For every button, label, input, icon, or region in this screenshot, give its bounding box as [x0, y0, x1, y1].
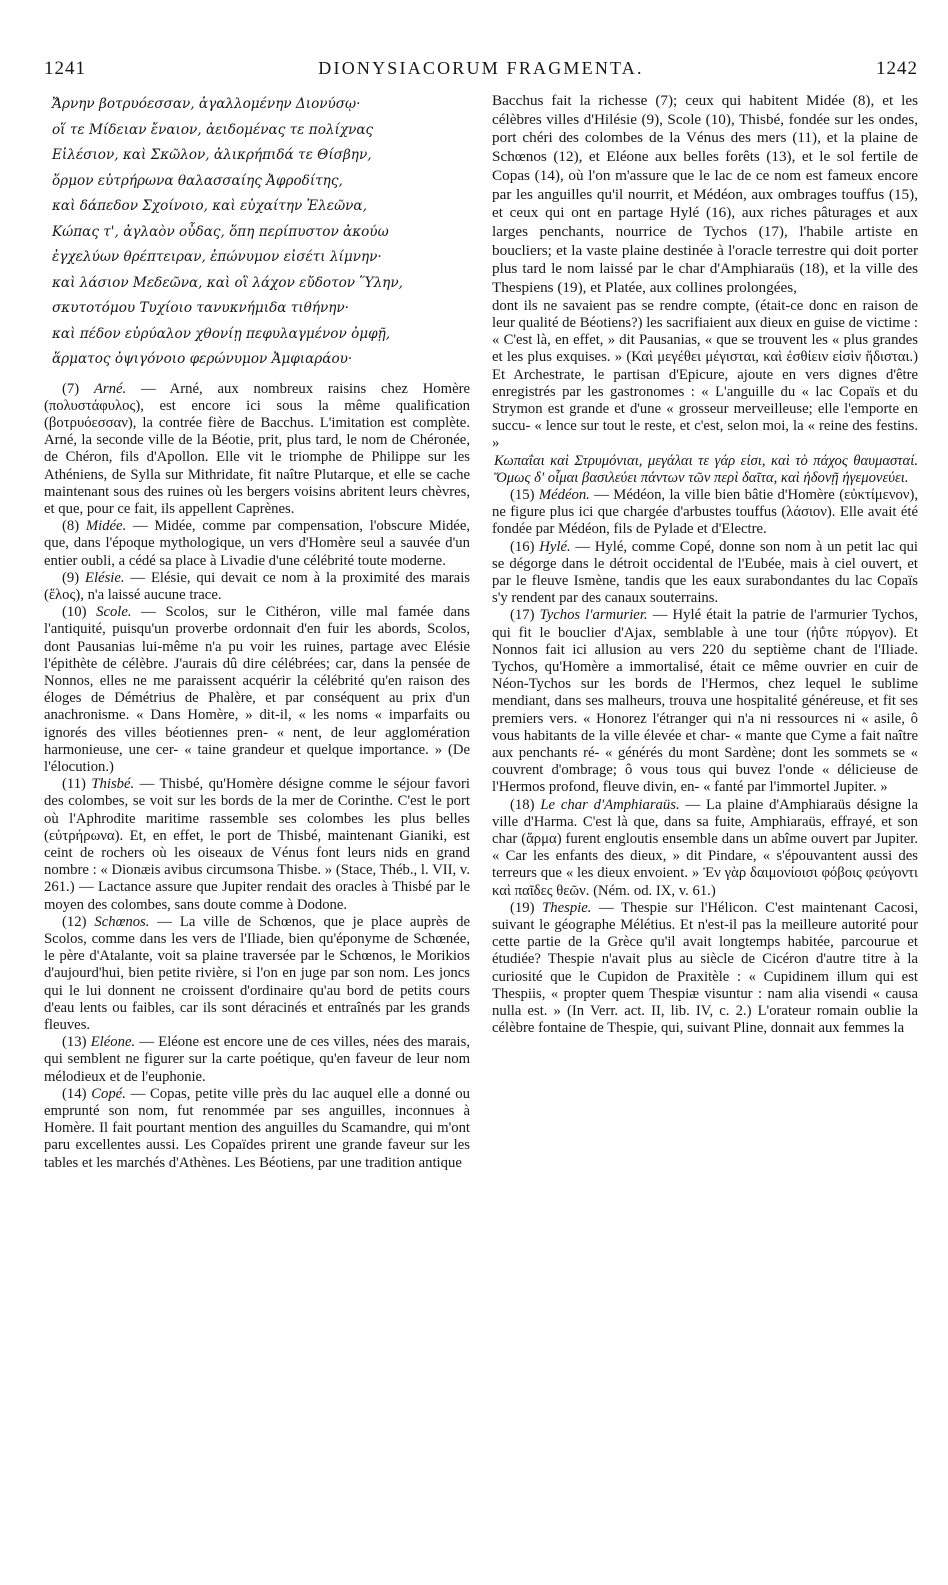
verse-line: ὅρμον εὐτρήρωνα θαλασσαίης Ἀφροδίτης, — [52, 172, 343, 189]
verse-line: Κώπας τ', ἀγλαὸν οὖδας, ὅπη περίπυστον ἀκούω — [52, 223, 389, 240]
footnote-text: — Midée, comme par compensation, l'obscure Midée, que, dans l'époque mythologique, un vers d'Homère seul a sauvée d'un entier oubli, a cédé sa place à Livadie d'une célébrité toute moderne. — [44, 518, 470, 569]
footnote — [492, 607, 918, 796]
footnote-text: — Thisbé, qu'Homère désigne comme le séjour favori des colombes, se voit sur les bords de la mer de Corinthe. C'est le port où l'Aphrodite maritime rassemble ses colombes les plus belles (εὐτρήρωνα). Et, en effet, le port de Thisbé, maintenant Gianiki, est ceint de rochers où les oiseaux de Vénus font leurs nids en grand nombre : « Dionæis avibus circumsona Thisbe. » (Stace, Théb., l. VII, v. 261.) — Lactance assure que Jupiter rendait des oracles à Thisbé par le moyen des colombes, sans doute comme à Dodone. — [44, 776, 470, 913]
verse-line: καὶ πέδον εὐρύαλον χθονίῃ πεφυλαγμένον ὀμφῇ, — [52, 325, 391, 342]
footnote-number: (10) — [62, 604, 87, 621]
footnote — [44, 1086, 470, 1172]
page-number-right: 1242 — [876, 58, 918, 79]
footnote-number: (18) — [510, 796, 535, 813]
verse-line: Εἰλέσιον, καὶ Σκῶλον, ἁλικρήπιδά τε Θίσβην, — [52, 147, 372, 163]
greek-quote: Κωπαΐαι καὶ Στρυμόνιαι, μεγάλαι τε γάρ εἰσι, καὶ τὸ πάχος θαυμασταί. Ὅμως δ' οἶμαι βασιλεύει πάντων τῶν περὶ δαῖτα, καὶ ἡδονῇ ἡγεμονεύει. — [494, 452, 918, 486]
footnote — [492, 797, 918, 900]
footnote-number: (17) — [510, 607, 535, 624]
footnote-number: (12) — [62, 913, 87, 930]
footnote-keyword: Midée. — [85, 518, 127, 535]
right-column — [492, 92, 918, 1571]
footnote-text: — Hylé, comme Copé, donne son nom à un petit lac qui se dégorge dans le détroit occidental de l'Eubée, mais à ciel ouvert, et par le fleuve Ismène, tandis que les eaux surabondantes du lac Copaïs s'y rendent par des canaux souterrains. — [492, 538, 918, 607]
footnote-text: — Hylé était la patrie de l'armurier Tychos, qui fit le bouclier d'Ajax, semblable à une tour (ἠΰτε πύργον). Et Nonnos fait ici allusion au vers 220 du septième chant de l'Iliade. Tychos, qu'Homère a immortalisé, était ce même ouvrier en cuir de Néon-Tychos sur les bords de l'Hermos, chez lequel le sublime mendiant, dans ses malheurs, trouva une hospitalité généreuse, et fit ses premiers vers. « Honorez l'étranger qui n'a ni ressources ni « asile, ô vous habitants de la ville élevée et char- « mante que Cyme a fait naître aux penchants ré- « générés du mont Sardène; dont les sommets se « couvrent d'ombrage; ô vous tous qui buvez l'onde « délicieuse de l'Hermos profond, fleuve divin, en- « fanté par l'immortel Jupiter. » — [492, 607, 918, 796]
footnote-text: — Elésie, qui devait ce nom à la proximité des marais (ἕλος), n'a laissé aucune trace. — [44, 569, 470, 603]
footnote — [44, 1034, 470, 1086]
footnote-keyword: Le char d'Amphiaraüs. — [540, 796, 680, 813]
footnote-text: — Thespie sur l'Hélicon. C'est maintenant Cacosi, suivant le géographe Mélétius. Et n'est-il pas la meilleure autorité pour cette partie de la Grèce qu'il avait longtemps habitée, parcourue et étudiée? Thespie n'avait plus au siècle de Cicéron d'autre titre à la curiosité que le Cupidon de Praxitèle : « Cupidinem illum qui est Thespiis, « propter quem Thespiæ visuntur : nam alia visendi « causa nulla est. » (In Verr. act. II, lib. IV, c. 2.) L'orateur romain oublie la célèbre fontaine de Thespie, qui, suivant Pline, donnait aux femmes la — [492, 899, 918, 1037]
notes-right — [492, 487, 918, 1038]
footnote — [44, 776, 470, 914]
footnote-keyword: Copé. — [91, 1085, 126, 1102]
footnote-keyword: Thespie. — [542, 899, 592, 916]
verse-line: ἐγχελύων θρέπτειραν, ἐπώνυμον εἰσέτι λίμνην· — [52, 249, 382, 265]
footnote-keyword: Scole. — [96, 604, 132, 621]
footnote — [44, 570, 470, 604]
footnote-keyword: Eléone. — [90, 1034, 136, 1051]
footnote — [44, 518, 470, 570]
footnote-keyword: Tychos l'armurier. — [539, 607, 648, 624]
footnote-number: (19) — [510, 899, 535, 916]
footnote-continuation: dont ils ne savaient pas se rendre compte, (était-ce donc en raison de leur qualité de Béotiens?) les sacrifiaient aux dieux en guise de victime : « C'est là, en effet, » dit Pausanias, « que se trouvent les « plus grandes et les plus exquises. » (Καὶ μεγέθει μέγισται, καὶ ἐσθίειν εἰσὶν ἥδισται.) Et Archestrate, le partisan d'Epicure, ajoute en vers dignes d'être enregistrés par les gastronomes : « L'anguille du « lac Copaïs et du Strymon est grande et d'une « grosseur merveilleuse; elle l'emporte en succu- « lence sur tout le reste, et c'est, selon moi, la « reine des festins. » — [492, 297, 918, 452]
footnote-keyword: Schœnos. — [94, 913, 150, 930]
footnote-text: — La plaine d'Amphiaraüs désigne la ville d'Harma. C'est là que, dans sa fuite, Amphiaraüs, effrayé, et son char (ἅρμα) furent engloutis ensemble dans un abîme ouvert par Jupiter. « Car les enfants des dieux, » dit Pindare, « s'épouvantent aussi des terreurs que « les dieux envoient. » Ἐν γὰρ δαιμονίοισι φόβοις φεύγοντι καὶ παῖδες θεῶν. (Ném. od. IX, v. 61.) — [492, 796, 918, 899]
footnote-number: (14) — [62, 1085, 87, 1102]
footnote — [44, 914, 470, 1034]
page-number-left: 1241 — [44, 58, 86, 79]
footnote-keyword: Médéon. — [538, 486, 590, 503]
notes-left — [44, 381, 470, 1172]
verse-line: σκυτοτόμου Τυχίοιο τανυκνήμιδα τιθήνην· — [52, 300, 349, 316]
footnote-text: — La ville de Schœnos, que je place auprès de Scolos, comme dans les vers de l'Iliade, bien qu'éponyme de Schœnée, le père d'Atalante, voit sa plaine traversée par le Schœnos, le Morikios d'aujourd'hui, bien petite rivière, si l'on en juge par son nom. Les joncs qui le lui donnent ne croissent d'ordinaire qu'au bord de petits cours d'eau lents ou faibles, car ils sont déracinés et entraînés par les grands fleuves. — [44, 913, 470, 1034]
footnote-text: — Scolos, sur le Cithéron, ville mal famée dans l'antiquité, puisqu'un proverbe ordonnait d'en fuir les abords, Scolos, dont Pausanias lui-même n'a pu voir les ruines, partage avec Elésie l'épithète de célèbre. J'aurais dû dire célébrées; car, dans la pensée de Nonnos, elles ne me paraissent acquérir la célébrité qu'en raison des éloges de Démétrius de Phalère, et par conséquent au prix d'un anachronisme. « Dans Homère, » dit-il, « les noms « imparfaits ou ignorés des villes béotiennes pren- « nent, de leur agglomération harmonieuse, une cer- « taine grandeur et quelque importance. » (De l'élocution.) — [44, 604, 470, 775]
verse-line: ἅρματος ὀψιγόνοιο φερώνυμον Ἀμφιαράου· — [52, 351, 353, 367]
running-title: DIONYSIACORUM FRAGMENTA. — [318, 58, 644, 78]
verse-line: Ἄρνην βοτρυόεσσαν, ἀγαλλομένην Διονύσῳ· — [52, 96, 361, 112]
greek-verses — [44, 92, 470, 373]
footnote-number: (9) — [62, 569, 80, 586]
footnote-number: (15) — [510, 486, 535, 503]
footnote-number: (7) — [62, 380, 80, 397]
two-column-body — [44, 92, 918, 1571]
footnote-number: (11) — [62, 776, 86, 793]
footnote-number: (8) — [62, 518, 80, 535]
footnote-number: (16) — [510, 538, 535, 555]
french-translation: Bacchus fait la richesse (7); ceux qui habitent Midée (8), et les célèbres villes d'Hilésie (9), Scole (10), Thisbé, fondée sur les ondes, port chéri des colombes de la Vénus des mers (11), et la plaine de Schœnos (12), et Eléone aux belles forêts (13), et le sol fertile de Copas (14), où l'on m'assure que le lac de ce nom est fameux encore par les anguilles qu'il nourrit, et Médéon, aux ombrages touffus (15), et ceux qui ont en partage Hylé (16), aux riches pâturages et aux larges penchants, nourrice de Tychos (17), l'habile artiste en boucliers; et la vaste plaine destinée à l'oracle terrestre qui doit porter plus tard le nom laissé par le char d'Amphiaraüs (18), et la ville des Thespiens (19), et Platée, aux collines prolongées, — [492, 92, 918, 297]
footnote — [492, 487, 918, 539]
footnote-text: — Eléone est encore une de ces villes, nées des marais, qui semblent ne figurer sur la carte poétique, qu'en faveur de leur nom mélodieux et de l'euphonie. — [44, 1034, 470, 1085]
footnote-keyword: Arné. — [93, 380, 127, 397]
footnote-text: — Médéon, la ville bien bâtie d'Homère (εὐκτίμενον), ne figure plus ici que chargée d'arbustes touffus (λάσιον). Elle avait été fondée par Médéon, fils de Pylade et d'Electre. — [492, 486, 918, 538]
footnote — [492, 539, 918, 608]
footnote-number: (13) — [62, 1034, 87, 1051]
footnote — [492, 900, 918, 1038]
verse-line: καὶ δάπεδον Σχοίνοιο, καὶ εὐχαίτην Ἐλεῶνα, — [52, 198, 367, 214]
footnote-text: — Arné, aux nombreux raisins chez Homère (πολυστάφυλος), est encore ici sous la même qualification (βοτρυόεσσαν), la contrée fière de Bacchus. L'imitation est complète. Arné, la seconde ville de la Béotie, prit, plus tard, le nom de Chéronée, de Chéron, fils d'Apollon. Elle vit le triomphe de Philippe sur les Athéniens, de Sylla sur Mithridate, fit naître Plutarque, et elle se cache maintenant sous des ruines où les bergers voisins abritent leurs chèvres, et que, pour ce fait, ils appellent Caprènes. — [44, 380, 470, 517]
verse-line: καὶ λάσιον Μεδεῶνα, καὶ οἳ λάχον εὔδοτον Ὕλην, — [52, 274, 403, 291]
page-header — [44, 58, 918, 84]
footnote — [44, 381, 470, 519]
verse-line: οἵ τε Μίδειαν ἔναιον, ἀειδομένας τε πολίχνας — [52, 121, 374, 138]
footnote-keyword: Elésie. — [85, 569, 125, 586]
footnote-keyword: Thisbé. — [91, 776, 135, 793]
left-column — [44, 92, 470, 1571]
footnote-text: — Copas, petite ville près du lac auquel elle a donné ou emprunté son nom, fut renommée par ses anguilles, inconnues à Homère. Il fait pourtant mention des anguilles du Scamandre, qui m'ont paru excellentes aussi. Les Copaïdes prirent une grande faveur sur les tables et les marchés d'Athènes. Les Béotiens, par une tradition antique — [44, 1085, 470, 1171]
footnote — [44, 604, 470, 776]
footnote-keyword: Hylé. — [539, 538, 571, 555]
